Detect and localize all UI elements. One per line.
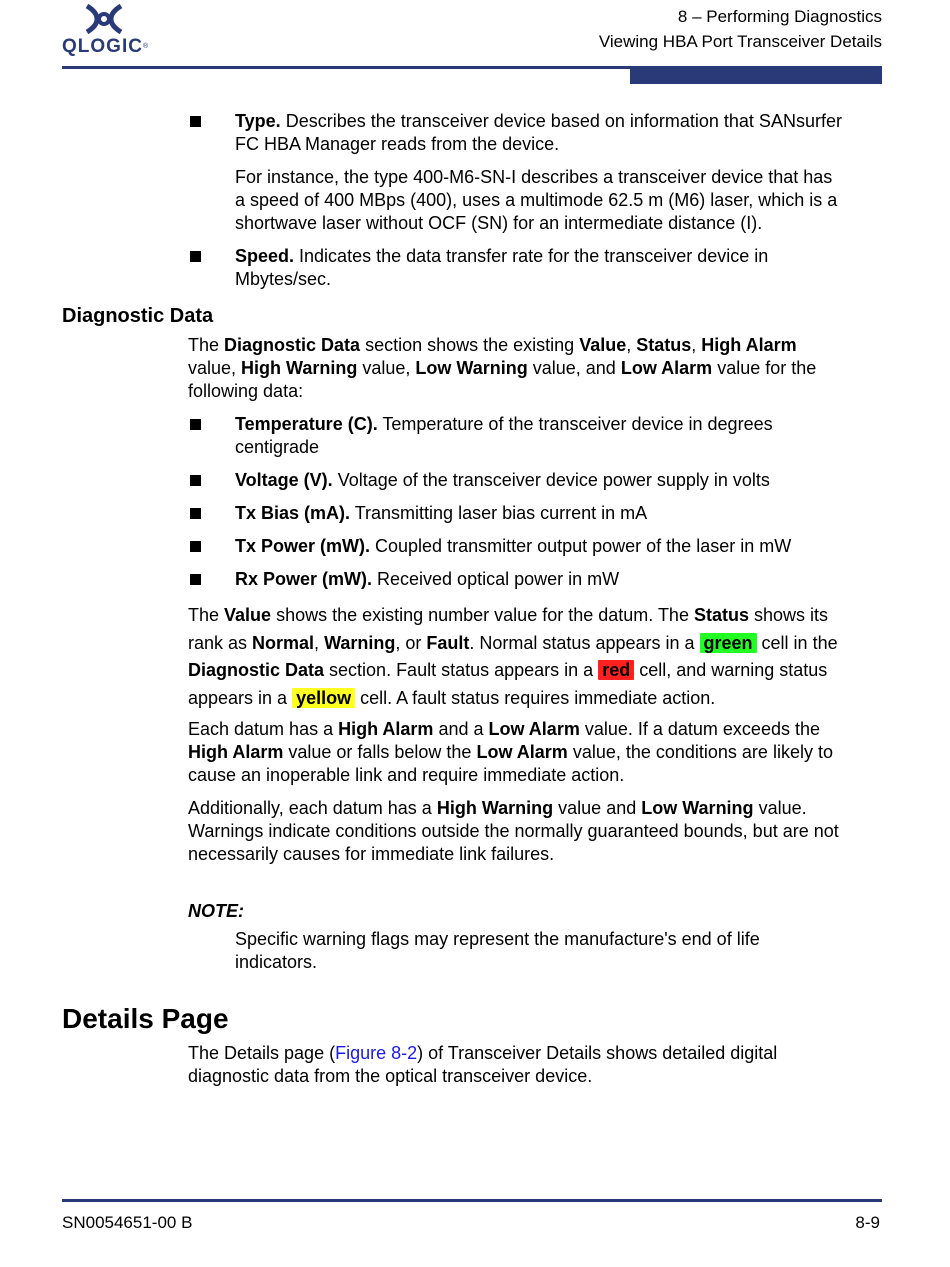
bullet-square-icon [190, 419, 201, 430]
header-chapter: 8 – Performing Diagnostics [677, 7, 882, 26]
diagnostic-intro-paragraph: The Diagnostic Data section shows the existing Value, Status, High Alarm value, High Warning value, Low Warning value, and Low Alarm value for the following data: [188, 335, 817, 401]
figure-8-2-link[interactable]: Figure 8-2 [335, 1043, 418, 1063]
note-text: Specific warning flags may represent the manufacture's end of life indicators. [235, 929, 760, 972]
list-item-rx-power: Rx Power (mW). Received optical power in mW [188, 568, 888, 591]
diagnostic-data-heading: Diagnostic Data [62, 305, 214, 327]
bullet-square-icon [190, 541, 201, 552]
list-item-voltage: Voltage (V). Voltage of the transceiver device power supply in volts [188, 469, 888, 492]
list-item-tx-bias: Tx Bias (mA). Transmitting laser bias current in mA [188, 502, 888, 525]
yellow-status-highlight: yellow [292, 688, 355, 708]
bullet-square-icon [190, 574, 201, 585]
qlogic-logo-icon [83, 4, 125, 34]
header-section: Viewing HBA Port Transceiver Details [598, 32, 882, 51]
green-status-highlight: green [700, 633, 757, 653]
footer-rule [62, 1199, 882, 1202]
details-page-heading: Details Page [62, 1003, 229, 1034]
bullet-square-icon [190, 251, 201, 262]
bullet-square-icon [190, 116, 201, 127]
footer-doc-number: SN0054651-00 B [62, 1213, 193, 1232]
details-paragraph: The Details page (Figure 8-2) of Transceiver Details shows detailed digital diagnostic data from the optical transceiver device. [188, 1043, 778, 1086]
type-example-paragraph: For instance, the type 400-M6-SN-I describes a transceiver device that has a speed of 400 MBps (400), uses a multimode 62.5 m (M6) laser, which is a shortwave laser without OCF (SN) for an intermediate distance (I). [235, 167, 838, 233]
list-item-temperature: Temperature (C). Temperature of the transceiver device in degrees centigrade [188, 413, 888, 459]
bullet-square-icon [190, 508, 201, 519]
red-status-highlight: red [598, 660, 634, 680]
logo-wordmark: QLOGIC® [62, 36, 150, 57]
header-bar [630, 66, 882, 84]
qlogic-logo [62, 4, 152, 56]
status-paragraph: The Value shows the existing number value for the datum. The Status shows its rank as Normal, Warning, or Fault. Normal status appears in a green cell in the Diagnostic Data section. Fault status appears in a red cell, and warning status appears in a yellow cell. A fault status requires immediate action. [188, 605, 838, 708]
note-label: NOTE: [188, 901, 244, 921]
warning-paragraph: Additionally, each datum has a High Warning value and Low Warning value. Warnings indicate conditions outside the normally guaranteed bounds, but are not necessarily causes for immediate link failures. [188, 798, 839, 864]
list-item-speed: Speed. Indicates the data transfer rate for the transceiver device in Mbytes/sec. [188, 245, 888, 291]
list-item-tx-power: Tx Power (mW). Coupled transmitter output power of the laser in mW [188, 535, 888, 558]
alarm-paragraph: Each datum has a High Alarm and a Low Alarm value. If a datum exceeds the High Alarm value or falls below the Low Alarm value, the conditions are likely to cause an inoperable link and require immediate action. [188, 719, 833, 785]
footer-page-number: 8-9 [855, 1213, 880, 1232]
list-item-type: Type. Describes the transceiver device based on information that SANsurfer FC HBA Manager reads from the device. [188, 110, 888, 156]
bullet-square-icon [190, 475, 201, 486]
